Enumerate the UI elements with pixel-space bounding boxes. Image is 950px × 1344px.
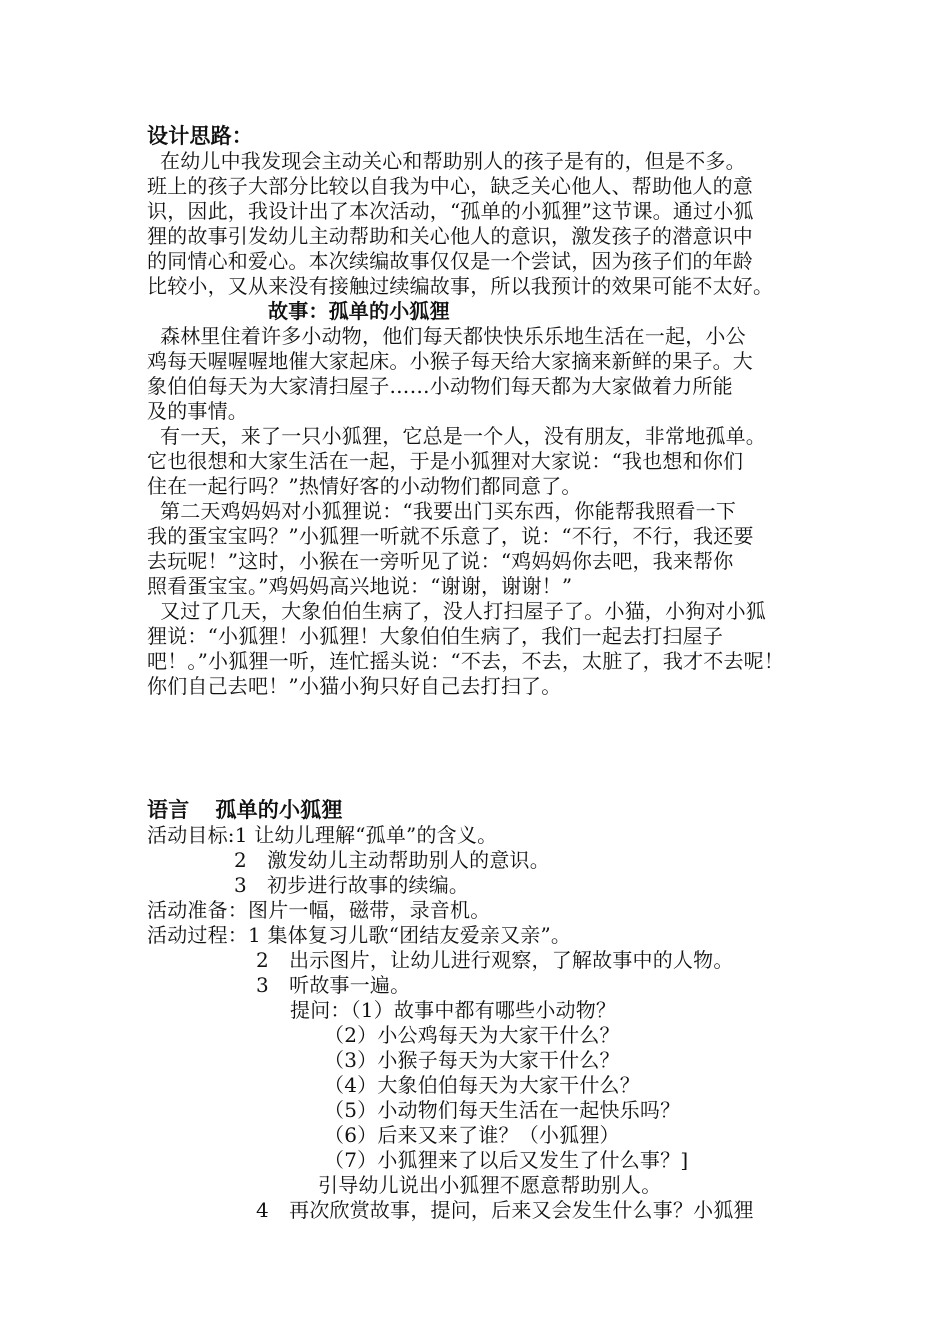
process-line-3: 3 听故事一遍。 bbox=[256, 973, 411, 997]
story-line-12: 又过了几天，大象伯伯生病了，没人打扫屋子了。小猫，小狗对小狐 bbox=[160, 599, 766, 623]
story-line-11: 照看蛋宝宝。”鸡妈妈高兴地说：“谢谢，谢谢！” bbox=[147, 574, 573, 598]
story-line-9: 我的蛋宝宝吗？”小狐狸一听就不乐意了，说：“不行，不行，我还要 bbox=[147, 524, 754, 548]
goal-line-3: 3 初步进行故事的续编。 bbox=[234, 873, 470, 897]
design-line-4: 狸的故事引发幼儿主动帮助和关心他人的意识，激发孩子的潜意识中 bbox=[147, 224, 753, 248]
story-line-15: 你们自己去吧！”小猫小狗只好自己去打扫了。 bbox=[147, 674, 562, 698]
design-heading: 设计思路： bbox=[147, 123, 253, 148]
goal-line-2: 2 激发幼儿主动帮助别人的意识。 bbox=[234, 848, 550, 872]
story-line-13: 狸说：“小狐狸！小狐狸！大象伯伯生病了，我们一起去打扫屋子 bbox=[147, 624, 724, 648]
guide-line: 引导幼儿说出小狐狸不愿意帮助别人。 bbox=[318, 1173, 662, 1197]
design-line-5: 的同情心和爱心。本次续编故事仅仅是一个尝试，因为孩子们的年龄 bbox=[147, 249, 753, 273]
question-line-7: （7）小狐狸来了以后又发生了什么事？] bbox=[324, 1148, 689, 1172]
lesson-subject: 语言 bbox=[147, 797, 190, 822]
question-line-1: 提问：（1）故事中都有哪些小动物？ bbox=[290, 998, 617, 1022]
lesson-title bbox=[147, 798, 343, 822]
question-line-3: （3）小猴子每天为大家干什么？ bbox=[324, 1048, 620, 1072]
process-line-4: 4 再次欣赏故事，提问，后来又会发生什么事？小狐狸 bbox=[256, 1198, 754, 1222]
design-line-2: 班上的孩子大部分比较以自我为中心，缺乏关心他人、帮助他人的意 bbox=[147, 174, 753, 198]
lesson-name: 孤单的小狐狸 bbox=[215, 797, 343, 822]
story-line-6: 它也很想和大家生活在一起，于是小狐狸对大家说：“我也想和你们 bbox=[147, 449, 744, 473]
question-line-6: （6）后来又来了谁？（小狐狸） bbox=[324, 1123, 620, 1147]
process-line-2: 2 出示图片，让幼儿进行观察，了解故事中的人物。 bbox=[256, 948, 734, 972]
process-line-1: 活动过程：1 集体复习儿歌“团结友爱亲又亲”。 bbox=[147, 923, 572, 947]
story-title: 故事：孤单的小狐狸 bbox=[268, 299, 450, 323]
story-line-2: 鸡每天喔喔喔地催大家起床。小猴子每天给大家摘来新鲜的果子。大 bbox=[147, 349, 753, 373]
prep-line: 活动准备：图片一幅，磁带，录音机。 bbox=[147, 898, 491, 922]
question-line-5: （5）小动物们每天生活在一起快乐吗？ bbox=[324, 1098, 681, 1122]
design-line-3: 识，因此，我设计出了本次活动，“孤单的小狐狸”这节课。通过小狐 bbox=[147, 199, 754, 223]
story-line-3: 象伯伯每天为大家清扫屋子……小动物们每天都为大家做着力所能 bbox=[147, 374, 733, 398]
story-line-5: 有一天，来了一只小狐狸，它总是一个人，没有朋友，非常地孤单。 bbox=[160, 424, 766, 448]
design-line-6: 比较小，又从来没有接触过续编故事，所以我预计的效果可能不太好。 bbox=[147, 274, 774, 298]
story-line-7: 住在一起行吗？”热情好客的小动物们都同意了。 bbox=[147, 474, 582, 498]
question-line-4: （4）大象伯伯每天为大家干什么？ bbox=[324, 1073, 640, 1097]
story-line-4: 及的事情。 bbox=[147, 399, 248, 423]
goal-line-1: 活动目标:1 让幼儿理解“孤单”的含义。 bbox=[147, 823, 498, 847]
story-line-8: 第二天鸡妈妈对小狐狸说：“我要出门买东西，你能帮我照看一下 bbox=[160, 499, 737, 523]
story-line-14: 吧！。”小狐狸一听，连忙摇头说：“不去，不去，太脏了，我才不去呢！ bbox=[147, 649, 785, 673]
question-line-2: （2）小公鸡每天为大家干什么？ bbox=[324, 1023, 620, 1047]
story-line-10: 去玩呢！”这时，小猴在一旁听见了说：“鸡妈妈你去吧，我来帮你 bbox=[147, 549, 734, 573]
design-line-1: 在幼儿中我发现会主动关心和帮助别人的孩子是有的，但是不多。 bbox=[160, 149, 746, 173]
story-line-1: 森林里住着许多小动物，他们每天都快快乐乐地生活在一起，小公 bbox=[160, 324, 746, 348]
